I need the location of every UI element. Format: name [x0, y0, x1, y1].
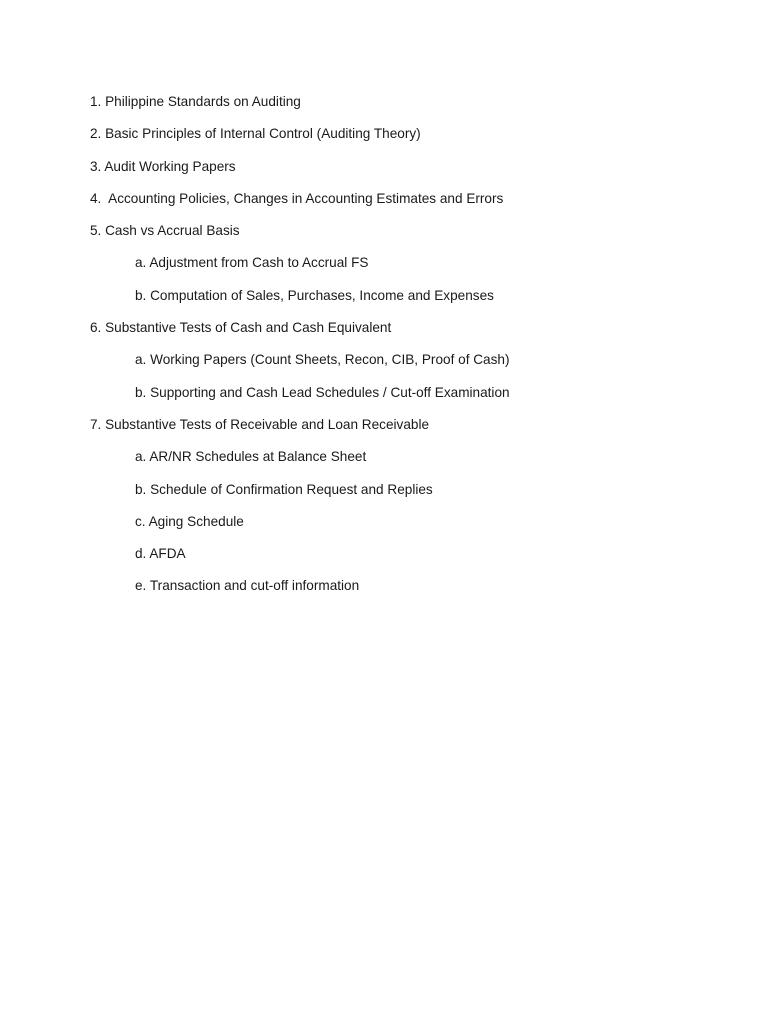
list-item: 6. Substantive Tests of Cash and Cash Equivalent: [90, 320, 392, 336]
sub-list-item: b. Schedule of Confirmation Request and Replies: [135, 481, 433, 497]
list-item: 3. Audit Working Papers: [90, 158, 236, 174]
list-item: 2. Basic Principles of Internal Control (Auditing Theory): [90, 126, 421, 142]
sub-list-item: e. Transaction and cut-off information: [135, 578, 360, 594]
sub-list-item: c. Aging Schedule: [135, 513, 244, 529]
sub-list-item: b. Computation of Sales, Purchases, Income and Expenses: [135, 287, 494, 303]
outline-list: [90, 93, 730, 610]
sub-list-item: a. Adjustment from Cash to Accrual FS: [135, 255, 369, 271]
sub-list-item: a. Working Papers (Count Sheets, Recon, CIB, Proof of Cash): [135, 352, 510, 368]
sub-list-item: b. Supporting and Cash Lead Schedules / Cut-off Examination: [135, 384, 510, 400]
sub-list-item: d. AFDA: [135, 546, 186, 562]
list-item: 7. Substantive Tests of Receivable and Loan Receivable: [90, 416, 430, 432]
sub-list-item: a. AR/NR Schedules at Balance Sheet: [135, 449, 367, 465]
list-item: 4. Accounting Policies, Changes in Accounting Estimates and Errors: [90, 190, 504, 206]
list-item: 1. Philippine Standards on Auditing: [90, 94, 301, 109]
list-item: 5. Cash vs Accrual Basis: [90, 223, 240, 239]
